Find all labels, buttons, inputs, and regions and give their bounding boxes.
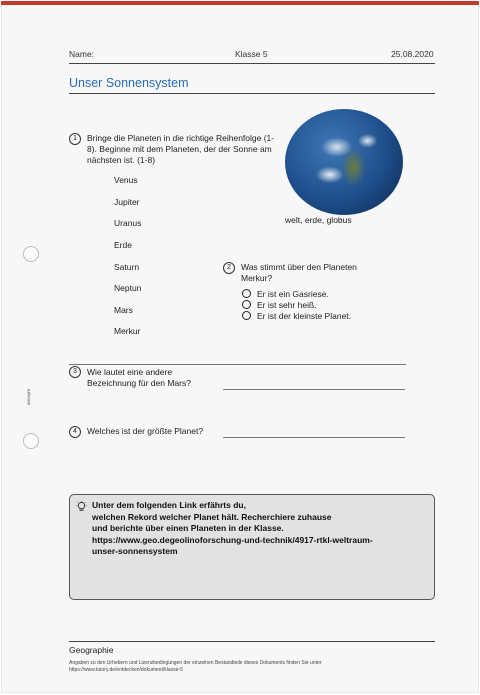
earth-globe-image (285, 109, 403, 215)
question-1-number: 1 (69, 133, 81, 145)
footer-rule (69, 641, 435, 642)
radio-icon[interactable] (242, 311, 251, 320)
footer-note (69, 660, 321, 674)
radio-icon[interactable] (242, 300, 251, 309)
footer-note-line: Angaben zu den Urhebern und Lizenzbedingungen der einzelnen Bestandteile dieses Dokuments finden Sie unter (69, 660, 322, 666)
punch-hole-top (23, 246, 39, 262)
question-2-number: 2 (223, 262, 235, 274)
planet-item: Saturn (114, 262, 140, 272)
planet-item: Venus (114, 175, 138, 185)
question-1-line: Bringe die Planeten in die richtige Reihenfolge (1- (87, 133, 275, 143)
info-link[interactable]: unser-sonnensystem (92, 546, 178, 556)
option-label: Er ist der kleinste Planet. (257, 311, 352, 321)
radio-icon[interactable] (242, 289, 251, 298)
question-3-text (87, 367, 191, 389)
page-title: Unser Sonnensystem (69, 76, 189, 90)
answer-line-q3[interactable] (223, 389, 405, 390)
question-4-text: Welches ist der größte Planet? (87, 426, 204, 436)
subject-label: Geographie (69, 645, 114, 655)
class-label: Klasse 5 (235, 49, 268, 59)
lightbulb-icon (76, 501, 87, 513)
planet-item: Merkur (114, 326, 141, 336)
question-1-text (87, 133, 274, 166)
answer-line-q4[interactable] (223, 437, 405, 438)
question-2-line: Was stimmt über den Planeten (241, 262, 357, 272)
planet-item: Neptun (114, 283, 142, 293)
question-2-line: Merkur? (241, 273, 273, 283)
info-line: Unter dem folgenden Link erfährts du, (92, 500, 246, 510)
question-3-number: 3 (69, 366, 81, 378)
info-line: welchen Rekord welcher Planet hält. Recherchiere zuhause (92, 511, 332, 522)
question-1-line: nächsten ist. (1-8) (87, 155, 156, 165)
answer-line[interactable] (69, 364, 406, 365)
question-2-text (241, 262, 357, 284)
side-label: anonym (26, 388, 31, 405)
footer-link[interactable]: https://www.tutory.de/entdecken/dokument/klasse-5 (69, 667, 183, 673)
worksheet-page (1, 1, 479, 693)
image-caption: welt, erde, globus (285, 215, 352, 225)
date-label: 25.08.2020 (391, 49, 434, 59)
title-rule (69, 93, 435, 94)
info-line: und berichte über einen Planeten in der Klasse. (92, 523, 284, 533)
option-label: Er ist ein Gasriese. (257, 289, 329, 299)
option-heiss[interactable] (242, 300, 317, 310)
planet-item: Mars (114, 305, 133, 315)
option-kleinste[interactable] (242, 311, 351, 321)
question-3-line: Bezeichnung für den Mars? (87, 378, 191, 388)
option-gasriese[interactable] (242, 289, 329, 299)
planet-item: Uranus (114, 218, 142, 228)
name-label: Name: (69, 49, 95, 59)
info-text (92, 500, 373, 558)
question-1-line: 8). Beginne mit dem Planeten, der der Sonne am (87, 144, 272, 154)
question-3-line: Wie lautet eine andere (87, 367, 173, 377)
planet-item: Jupiter (114, 197, 140, 207)
top-accent-bar (1, 1, 479, 5)
question-4-number: 4 (69, 426, 81, 438)
info-link[interactable]: https://www.geo.degeolinoforschung-und-technik/4917-rtkl-weltraum- (92, 534, 373, 545)
planet-item: Erde (114, 240, 132, 250)
punch-hole-bottom (23, 433, 39, 449)
option-label: Er ist sehr heiß. (257, 300, 317, 310)
header-rule (69, 63, 435, 64)
